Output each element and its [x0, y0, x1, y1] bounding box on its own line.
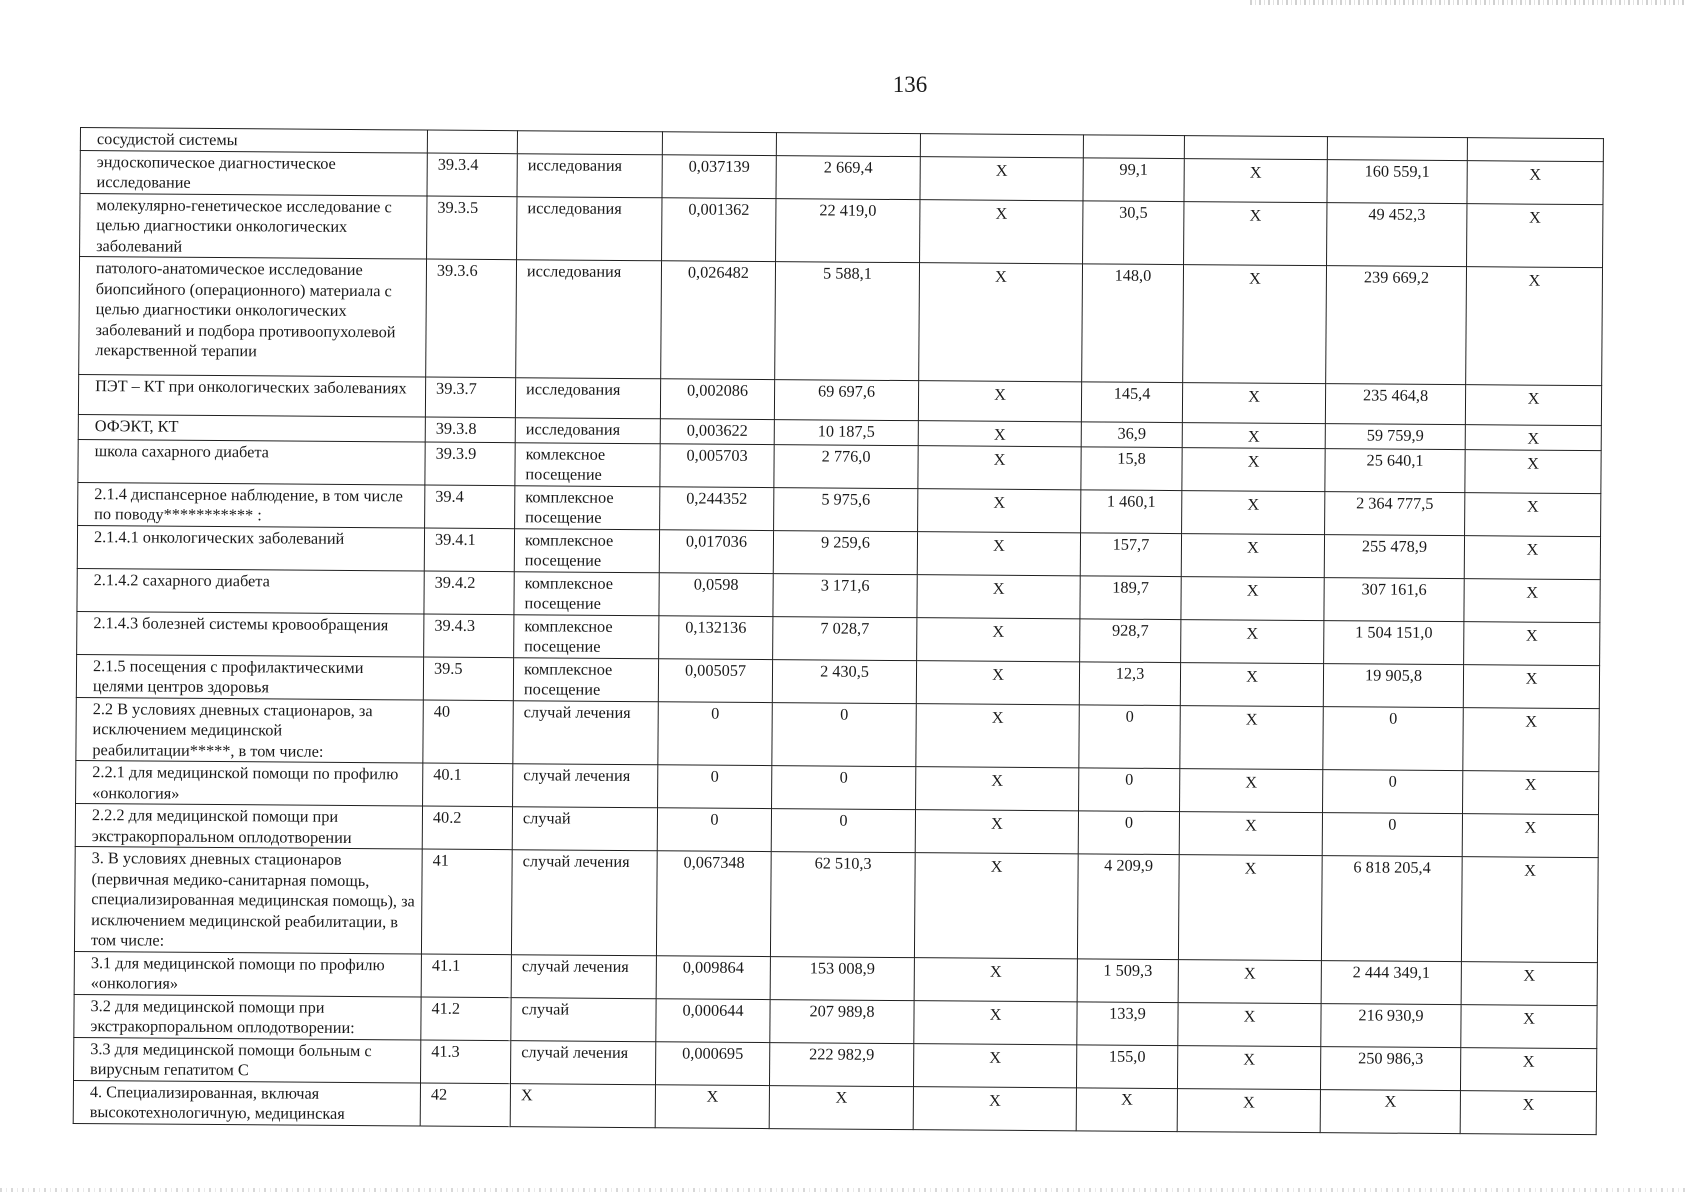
- cell-col10: Х: [1463, 771, 1599, 815]
- cell-cost: 9 259,6: [773, 530, 917, 574]
- cell-col10: Х: [1464, 621, 1600, 665]
- cell-col8: Х: [1177, 1045, 1320, 1089]
- cell-col8: [1184, 136, 1327, 160]
- cell-col7: [1083, 135, 1184, 158]
- cell-col8: Х: [1178, 959, 1321, 1003]
- cell-unit: случай лечения: [511, 954, 656, 998]
- cell-code: 39.3.4: [427, 153, 517, 197]
- cell-col6: Х: [919, 263, 1083, 382]
- cell-name: 2.2 В условиях дневных стационаров, за исключением медицинской реабилитации*****, в том числе:: [76, 697, 423, 763]
- cell-col9: 59 759,9: [1325, 424, 1465, 450]
- cell-code: 39.3.8: [425, 417, 515, 442]
- cell-col6: Х: [917, 617, 1080, 661]
- cell-name: 2.1.4.1 онкологических заболеваний: [77, 525, 424, 571]
- cell-cost: 10 187,5: [774, 420, 918, 446]
- data-table: [73, 127, 1604, 1135]
- cell-col10: Х: [1461, 1004, 1597, 1048]
- cell-col7: 928,7: [1080, 618, 1181, 662]
- cell-code: 39.3.6: [426, 259, 517, 378]
- cell-col10: Х: [1464, 578, 1600, 622]
- cell-cost: 3 171,6: [773, 573, 917, 617]
- cell-col8: Х: [1180, 769, 1323, 813]
- cell-code: 42: [420, 1083, 510, 1127]
- cell-name: молекулярно-генетическое исследование с целью диагностики онкологических заболеваний: [80, 193, 427, 259]
- cell-col8: Х: [1181, 619, 1324, 663]
- cell-col7: 0: [1079, 704, 1180, 768]
- cell-col9: [1327, 137, 1467, 161]
- cell-col7: 1 460,1: [1081, 489, 1182, 533]
- cell-col8: Х: [1179, 812, 1322, 856]
- cell-norm: 0,005057: [658, 658, 772, 702]
- cell-col6: Х: [914, 853, 1078, 959]
- cell-cost: 2 430,5: [772, 659, 916, 703]
- table-row: [80, 193, 1603, 268]
- cell-name: 2.1.4 диспансерное наблюдение, в том числе по поводу*********** :: [78, 482, 425, 528]
- table-body: [73, 128, 1603, 1135]
- cell-cost: Х: [769, 1085, 913, 1129]
- cell-unit: случай: [512, 807, 657, 851]
- cell-col6: Х: [916, 703, 1079, 768]
- cell-code: 40.1: [423, 763, 513, 807]
- cell-col6: Х: [913, 1086, 1076, 1130]
- cell-col10: Х: [1464, 535, 1600, 579]
- cell-col7: 1 509,3: [1077, 958, 1178, 1002]
- cell-col7: 155,0: [1076, 1044, 1177, 1088]
- cell-col6: Х: [914, 957, 1077, 1001]
- cell-col8: Х: [1180, 705, 1323, 770]
- cell-col7: 133,9: [1077, 1001, 1178, 1045]
- cell-unit: Х: [510, 1083, 655, 1127]
- cell-col8: Х: [1178, 1002, 1321, 1046]
- cell-col9: 25 640,1: [1325, 448, 1465, 492]
- cell-col10: Х: [1467, 203, 1603, 267]
- cell-col10: Х: [1465, 449, 1601, 493]
- cell-name: сосудистой системы: [80, 128, 427, 153]
- cell-name: ОФЭКТ, КТ: [78, 414, 425, 441]
- cell-col6: Х: [918, 445, 1081, 489]
- cell-code: 39.4.1: [424, 528, 514, 572]
- cell-col8: Х: [1182, 490, 1325, 534]
- cell-col10: Х: [1461, 961, 1597, 1005]
- cell-norm: 0: [657, 808, 771, 852]
- cell-code: 41.2: [421, 997, 511, 1041]
- cell-code: 39.4.3: [424, 614, 514, 658]
- cell-cost: 222 982,9: [769, 1042, 913, 1086]
- cell-unit: комплексное посещение: [514, 528, 659, 572]
- cell-name: школа сахарного диабета: [78, 439, 425, 485]
- cell-cost: 62 510,3: [770, 852, 915, 958]
- cell-cost: 22 419,0: [776, 198, 920, 263]
- cell-unit: комплексное посещение: [513, 657, 658, 701]
- cell-norm: 0,026482: [661, 261, 776, 380]
- cell-col10: Х: [1465, 492, 1601, 536]
- cell-cost: 207 989,8: [770, 999, 914, 1043]
- cell-norm: 0,005703: [660, 443, 774, 487]
- cell-col8: Х: [1178, 855, 1322, 961]
- cell-col7: 99,1: [1083, 157, 1184, 201]
- cell-col6: Х: [917, 574, 1080, 618]
- cell-norm: 0,003622: [660, 419, 774, 444]
- cell-name: 2.1.4.3 болезней системы кровообращения: [77, 611, 424, 657]
- cell-name: 3.3 для медицинской помощи больным с вирусным гепатитом С: [74, 1037, 421, 1083]
- cell-col8: Х: [1181, 533, 1324, 577]
- cell-name: 3.2 для медицинской помощи при экстракорпоральном оплодотворении:: [74, 994, 421, 1040]
- cell-cost: [776, 133, 920, 157]
- cell-col9: 239 669,2: [1326, 266, 1467, 385]
- cell-col9: 0: [1323, 770, 1463, 814]
- cell-code: [427, 130, 517, 153]
- cell-code: 39.3.5: [427, 196, 517, 260]
- cell-code: 41.1: [421, 954, 511, 998]
- cell-col7: 30,5: [1083, 200, 1184, 264]
- cell-cost: 2 669,4: [776, 155, 920, 199]
- cell-col8: Х: [1180, 662, 1323, 706]
- cell-norm: 0: [658, 701, 772, 765]
- cell-unit: исследования: [516, 260, 662, 379]
- cell-col7: 36,9: [1081, 422, 1182, 447]
- cell-col7: 15,8: [1081, 446, 1182, 490]
- cell-col7: 189,7: [1080, 575, 1181, 619]
- cell-norm: 0,244352: [660, 486, 774, 530]
- cell-cost: 0: [772, 766, 916, 810]
- cell-norm: 0,009864: [656, 955, 770, 999]
- cell-col10: [1467, 138, 1603, 161]
- cell-name: 2.1.5 посещения с профилактическими целями центров здоровья: [76, 654, 423, 700]
- cell-col10: Х: [1466, 267, 1603, 386]
- cell-unit: случай лечения: [511, 850, 657, 956]
- cell-name: патолого-анатомическое исследование биопсийного (операционного) материала с целью диагностики онкологических заболеваний и подбора противоопухолевой лекарственной терапии: [79, 257, 427, 378]
- table-row: [76, 697, 1599, 772]
- cell-code: 40.2: [422, 806, 512, 850]
- cell-code: 41.3: [421, 1040, 511, 1084]
- cell-code: 39.4: [425, 485, 515, 529]
- cell-col6: Х: [915, 810, 1078, 854]
- cell-col6: Х: [918, 381, 1081, 422]
- cell-col8: Х: [1183, 265, 1327, 384]
- cell-col8: Х: [1182, 423, 1325, 449]
- cell-col6: Х: [914, 1000, 1077, 1044]
- cell-code: 40: [423, 700, 513, 764]
- cell-code: 39.3.9: [425, 442, 515, 486]
- cell-unit: случай лечения: [511, 1040, 656, 1084]
- cell-norm: [662, 132, 776, 155]
- cell-col10: Х: [1467, 160, 1603, 204]
- cell-code: 39.5: [423, 657, 513, 701]
- cell-col8: Х: [1177, 1088, 1320, 1132]
- cell-col6: Х: [916, 767, 1079, 811]
- cell-name: ПЭТ – КТ при онкологических заболеваниях: [78, 374, 425, 417]
- cell-norm: 0: [658, 765, 772, 809]
- cell-name: 2.2.1 для медицинской помощи по профилю «онкология»: [76, 760, 423, 806]
- cell-col7: 0: [1079, 768, 1180, 812]
- cell-col7: 148,0: [1082, 264, 1184, 383]
- cell-col9: Х: [1320, 1089, 1460, 1133]
- cell-cost: 7 028,7: [773, 616, 917, 660]
- cell-col9: 235 464,8: [1325, 384, 1465, 425]
- cell-col10: Х: [1462, 814, 1598, 858]
- cell-name: эндоскопическое диагностическое исследование: [80, 150, 427, 196]
- cell-col10: Х: [1460, 1090, 1596, 1134]
- cell-col10: Х: [1465, 425, 1601, 450]
- cell-unit: случай лечения: [513, 700, 658, 765]
- scan-edge-top: [1250, 0, 1686, 5]
- cell-col9: 19 905,8: [1323, 663, 1463, 707]
- cell-col7: Х: [1076, 1087, 1177, 1131]
- cell-col9: 2 364 777,5: [1325, 491, 1465, 535]
- cell-norm: 0,000695: [655, 1041, 769, 1085]
- cell-unit: комплексное посещение: [514, 571, 659, 615]
- cell-col6: Х: [920, 156, 1083, 200]
- page-number: 136: [892, 72, 928, 97]
- cell-name: 2.2.2 для медицинской помощи при экстракорпоральном оплодотворении: [75, 803, 422, 849]
- cell-col9: 255 478,9: [1324, 534, 1464, 578]
- cell-unit: исследования: [515, 418, 660, 444]
- cell-col10: Х: [1460, 1047, 1596, 1091]
- cell-cost: 5 975,6: [774, 487, 918, 531]
- cell-norm: 0,001362: [662, 197, 776, 261]
- cell-norm: 0,037139: [662, 154, 776, 198]
- cell-norm: Х: [655, 1084, 769, 1128]
- cell-unit: комлексное посещение: [515, 442, 660, 486]
- table-row: [74, 846, 1598, 962]
- cell-col9: 0: [1323, 706, 1463, 771]
- cell-code: 39.3.7: [425, 377, 515, 418]
- cell-col7: 157,7: [1080, 532, 1181, 576]
- cell-col10: Х: [1465, 385, 1601, 426]
- cell-code: 41: [421, 849, 512, 954]
- cell-name: 4. Специализированная, включая высокотехнологичную, медицинская: [73, 1080, 420, 1126]
- cell-col8: Х: [1184, 201, 1327, 266]
- table-row: [79, 257, 1603, 386]
- cell-col10: Х: [1463, 664, 1599, 708]
- cell-unit: случай: [511, 997, 656, 1041]
- cell-name: 2.1.4.2 сахарного диабета: [77, 568, 424, 614]
- cell-col8: Х: [1184, 158, 1327, 202]
- cell-cost: 69 697,6: [774, 380, 918, 421]
- cell-norm: 0,002086: [660, 379, 774, 420]
- cell-col7: 0: [1078, 811, 1179, 855]
- cell-unit: исследования: [517, 196, 662, 261]
- cell-col6: [920, 134, 1083, 158]
- cell-cost: 5 588,1: [775, 262, 920, 381]
- cell-col8: Х: [1182, 383, 1325, 424]
- cell-col10: Х: [1463, 707, 1599, 771]
- scan-edge-bottom: [0, 1188, 1686, 1192]
- cell-col6: Х: [913, 1043, 1076, 1087]
- cell-col8: Х: [1181, 576, 1324, 620]
- cell-unit: комплексное посещение: [515, 485, 660, 529]
- cell-col9: 0: [1322, 813, 1462, 857]
- cell-unit: комплексное посещение: [514, 614, 659, 658]
- cell-cost: 153 008,9: [770, 956, 914, 1000]
- cell-col6: Х: [920, 199, 1083, 264]
- cell-col9: 250 986,3: [1320, 1046, 1460, 1090]
- cell-col9: 160 559,1: [1327, 159, 1467, 203]
- cell-name: 3. В условиях дневных стационаров (первичная медико-санитарная помощь, специализированная медицинская помощь), за исключением медицинской реабилитации, в том числе:: [74, 846, 422, 953]
- cell-col9: 307 161,6: [1324, 577, 1464, 621]
- cell-unit: исследования: [517, 153, 662, 197]
- cell-col8: Х: [1182, 447, 1325, 491]
- cell-norm: 0,017036: [659, 529, 773, 573]
- cell-norm: 0,0598: [659, 572, 773, 616]
- cell-unit: [517, 131, 662, 155]
- cell-cost: 2 776,0: [774, 444, 918, 488]
- cell-unit: исследования: [515, 378, 660, 419]
- cell-unit: случай лечения: [513, 764, 658, 808]
- cell-col6: Х: [918, 488, 1081, 532]
- cell-col9: 2 444 349,1: [1321, 960, 1461, 1004]
- cell-col9: 6 818 205,4: [1321, 856, 1462, 962]
- cell-cost: 0: [771, 809, 915, 853]
- cell-col6: Х: [918, 421, 1081, 447]
- cell-name: 3.1 для медицинской помощи по профилю «онкология»: [74, 951, 421, 997]
- cell-col7: 4 209,9: [1077, 854, 1179, 959]
- cell-col6: Х: [916, 660, 1079, 704]
- cell-col10: Х: [1461, 857, 1598, 962]
- cell-col9: 1 504 151,0: [1324, 620, 1464, 664]
- cell-col9: 49 452,3: [1327, 202, 1467, 267]
- cell-col7: 145,4: [1081, 382, 1182, 423]
- cell-norm: 0,000644: [656, 998, 770, 1042]
- cell-norm: 0,132136: [659, 615, 773, 659]
- cell-cost: 0: [772, 702, 916, 767]
- cell-col9: 216 930,9: [1321, 1003, 1461, 1047]
- cell-col6: Х: [917, 531, 1080, 575]
- cell-code: 39.4.2: [424, 571, 514, 615]
- cell-col7: 12,3: [1079, 661, 1180, 705]
- cell-norm: 0,067348: [656, 851, 771, 956]
